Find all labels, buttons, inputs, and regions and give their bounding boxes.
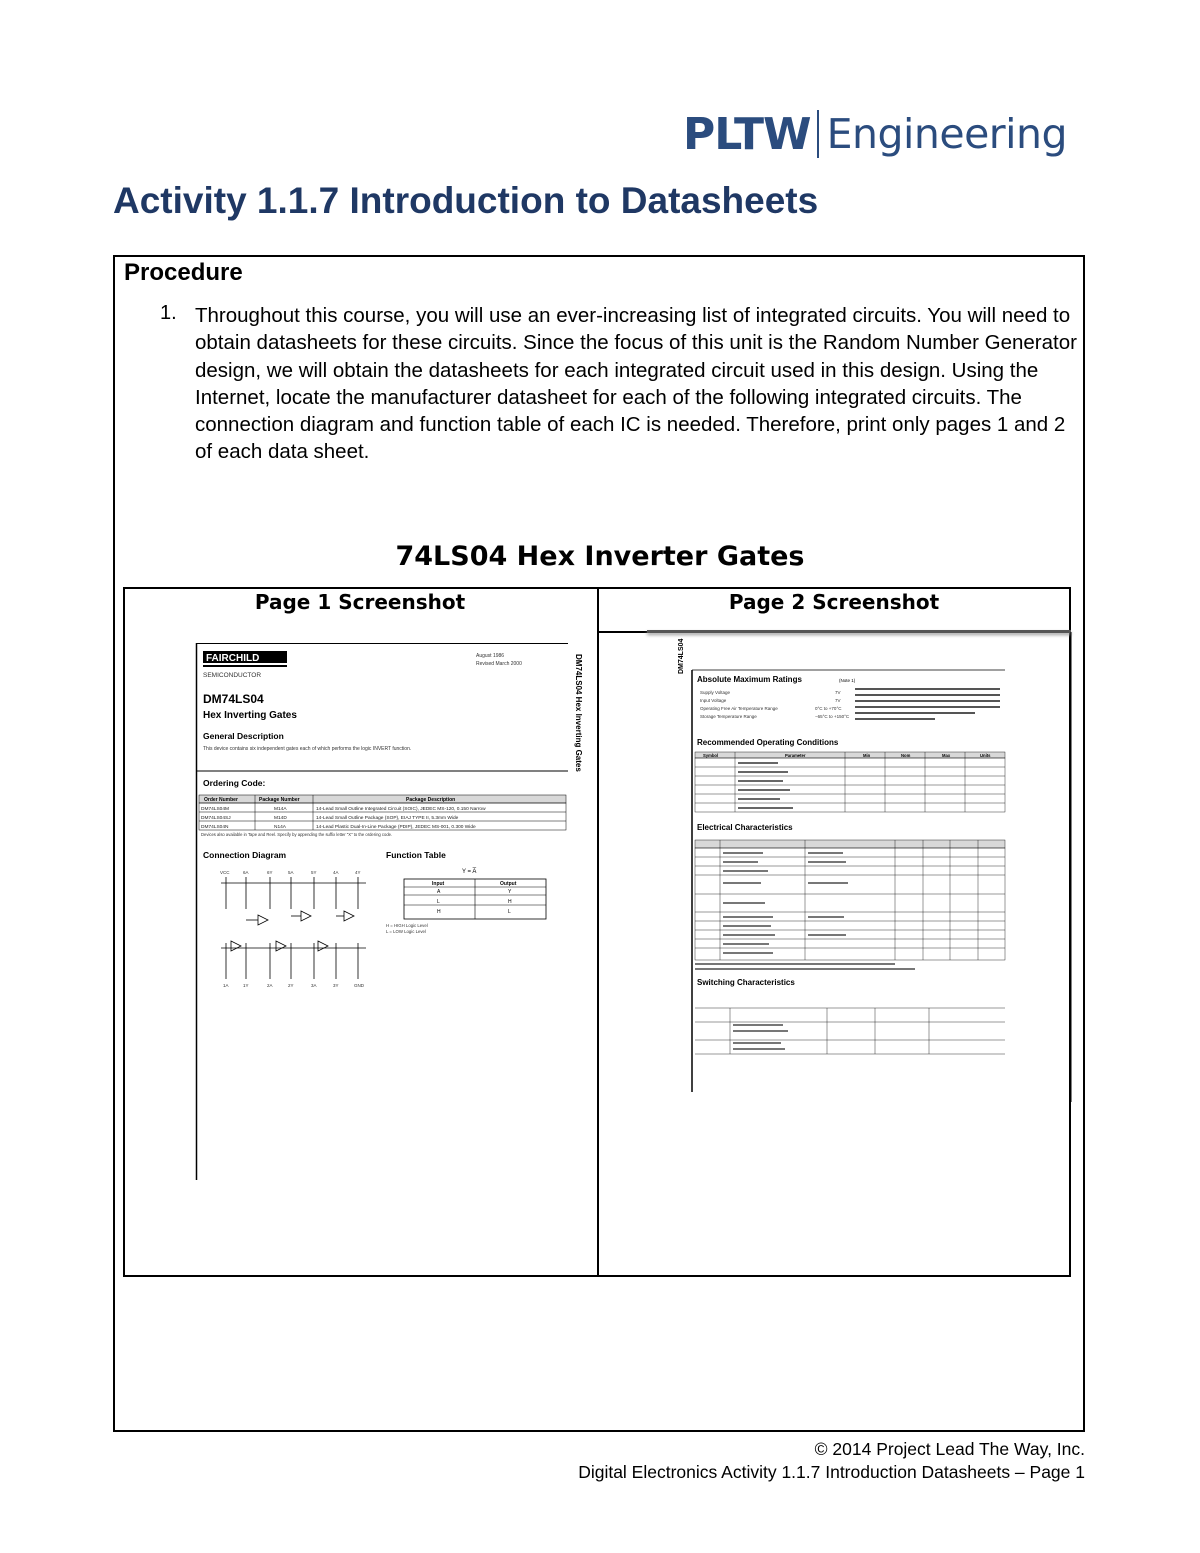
func-h-input: Input: [432, 881, 445, 887]
gen-desc-text: This device contains six independent gates each of which performs the logic INVERT function.: [203, 746, 412, 752]
gen-desc-heading: General Description: [203, 731, 284, 741]
order-h-1: Package Number: [259, 797, 300, 803]
footer-copyright: © 2014 Project Lead The Way, Inc.: [814, 1439, 1085, 1459]
func-cell: L: [437, 899, 440, 905]
roc-h: Symbol: [703, 753, 719, 758]
logo-brand: PLTW: [683, 108, 811, 160]
ec-table: [695, 840, 1005, 970]
switching-table: [695, 1008, 1005, 1054]
order-h-2: Package Description: [406, 797, 456, 803]
page2-side-label: DM74LS04: [678, 638, 685, 674]
svg-text:VCC: VCC: [220, 870, 230, 875]
column-divider: [597, 589, 599, 1275]
connection-heading: Connection Diagram: [203, 850, 287, 860]
func-note1: H = HIGH Logic Level: [386, 923, 428, 928]
func-cell: H: [508, 899, 512, 905]
svg-text:2Y: 2Y: [288, 983, 294, 988]
roc-h: Min: [863, 753, 871, 758]
svg-text:4A: 4A: [333, 870, 339, 875]
page1-screenshot: [196, 643, 583, 1180]
func-h-output: Output: [500, 881, 517, 887]
svg-text:1Y: 1Y: [243, 983, 249, 988]
order-cell: DM74LS04N: [201, 825, 229, 830]
svg-text:5A: 5A: [288, 870, 294, 875]
amr-cell: Operating Free Air Temperature Range: [700, 706, 778, 711]
amr-note: (Note 1): [839, 678, 856, 683]
amr-cell: Storage Temperature Range: [700, 714, 757, 719]
svg-text:3Y: 3Y: [333, 983, 339, 988]
part-number: DM74LS04: [203, 692, 264, 706]
date2: Revised March 2000: [476, 661, 522, 667]
page2-screenshot: [645, 632, 1071, 1102]
roc-heading: Recommended Operating Conditions: [697, 738, 839, 747]
function-table: [404, 879, 546, 919]
order-cell: DM74LS04SJ: [201, 816, 231, 821]
col-header-page2: Page 2 Screenshot: [728, 590, 940, 614]
func-cell: H: [437, 909, 441, 915]
function-equation: Y = A̅: [462, 869, 477, 875]
roc-h: Parameter: [785, 753, 806, 758]
step-text: Throughout this course, you will use an ever-increasing list of integrated circuits. You will need to obtain datasheets for these circuits. Since the focus of this unit is the Random Number Generator design, we will obtain the datasheets for each integrated circuit used in this design. Using the Internet, locate the manufacturer datasheet for each of the following integrated circuits. The connection diagram and function table of each IC is needed. Therefore, print only pages 1 and 2 of each data sheet.: [195, 304, 1077, 464]
order-note: Devices also available in Tape and Reel. Specify by appending the suffix letter "X" to the ordering code.: [201, 832, 393, 837]
footer-page-info: Digital Electronics Activity 1.1.7 Introduction Datasheets – Page 1: [578, 1462, 1085, 1482]
svg-text:4Y: 4Y: [355, 870, 361, 875]
ordering-heading: Ordering Code:: [203, 778, 266, 788]
order-cell: N14A: [274, 825, 286, 830]
svg-text:1A: 1A: [223, 983, 229, 988]
func-cell: L: [508, 909, 511, 915]
ec-heading: Electrical Characteristics: [697, 823, 793, 832]
amr-cell: Supply Voltage: [700, 690, 731, 695]
function-heading: Function Table: [386, 850, 446, 860]
part-title: Hex Inverting Gates: [203, 710, 297, 721]
amr-cell: 0°C to +70°C: [815, 706, 842, 711]
svg-text:5Y: 5Y: [311, 870, 317, 875]
order-cell: 14-Lead Small Outline Package (SOP), EIAJ TYPE II, 5.3mm Wide: [316, 816, 459, 821]
logo-division: Engineering: [826, 110, 1068, 158]
roc-h: Max: [942, 753, 951, 758]
order-cell: 14-Lead Plastic Dual-In-Line Package (PDIP), JEDEC MS-001, 0.300 Wide: [316, 825, 476, 830]
func-sub-y: Y: [508, 889, 512, 895]
func-note2: L = LOW Logic Level: [386, 929, 426, 934]
step-number: 1.: [160, 302, 177, 324]
roc-h: Units: [980, 753, 991, 758]
pltw-engineering-logo: [683, 108, 1067, 160]
amr-cell: Input Voltage: [700, 698, 727, 703]
amr-heading: Absolute Maximum Ratings: [697, 675, 802, 684]
svg-text:6A: 6A: [243, 870, 249, 875]
connection-diagram: [221, 877, 366, 979]
order-cell: DM74LS04M: [201, 807, 229, 812]
order-h-0: Order Number: [204, 797, 238, 803]
side-title: DM74LS04 Hex Inverting Gates: [574, 654, 583, 772]
switching-heading: Switching Characteristics: [697, 978, 795, 987]
page-title: Activity 1.1.7 Introduction to Datasheets: [113, 180, 819, 221]
func-sub-a: A: [437, 889, 441, 895]
ordering-table: [199, 795, 566, 837]
fairchild-sub: SEMICONDUCTOR: [203, 672, 262, 679]
amr-cell: 7V: [835, 690, 841, 695]
order-cell: M14D: [274, 816, 287, 821]
amr-cell: 7V: [835, 698, 841, 703]
fairchild-logo: FAIRCHILD: [206, 653, 260, 664]
col-header-page1: Page 1 Screenshot: [254, 590, 466, 614]
svg-text:3A: 3A: [311, 983, 317, 988]
procedure-heading: Procedure: [124, 259, 243, 286]
logo-divider: [817, 110, 819, 158]
roc-h: Nom: [901, 753, 911, 758]
ic-subtitle: 74LS04 Hex Inverter Gates: [395, 541, 805, 572]
amr-cell: −65°C to +150°C: [815, 714, 850, 719]
order-cell: M14A: [274, 807, 287, 812]
svg-text:2A: 2A: [267, 983, 273, 988]
svg-text:GND: GND: [354, 983, 364, 988]
order-cell: 14-Lead Small Outline Integrated Circuit (SOIC), JEDEC MS-120, 0.150 Narrow: [316, 807, 486, 812]
date1: August 1986: [476, 653, 505, 659]
roc-table: [695, 752, 1005, 812]
svg-text:6Y: 6Y: [267, 870, 273, 875]
